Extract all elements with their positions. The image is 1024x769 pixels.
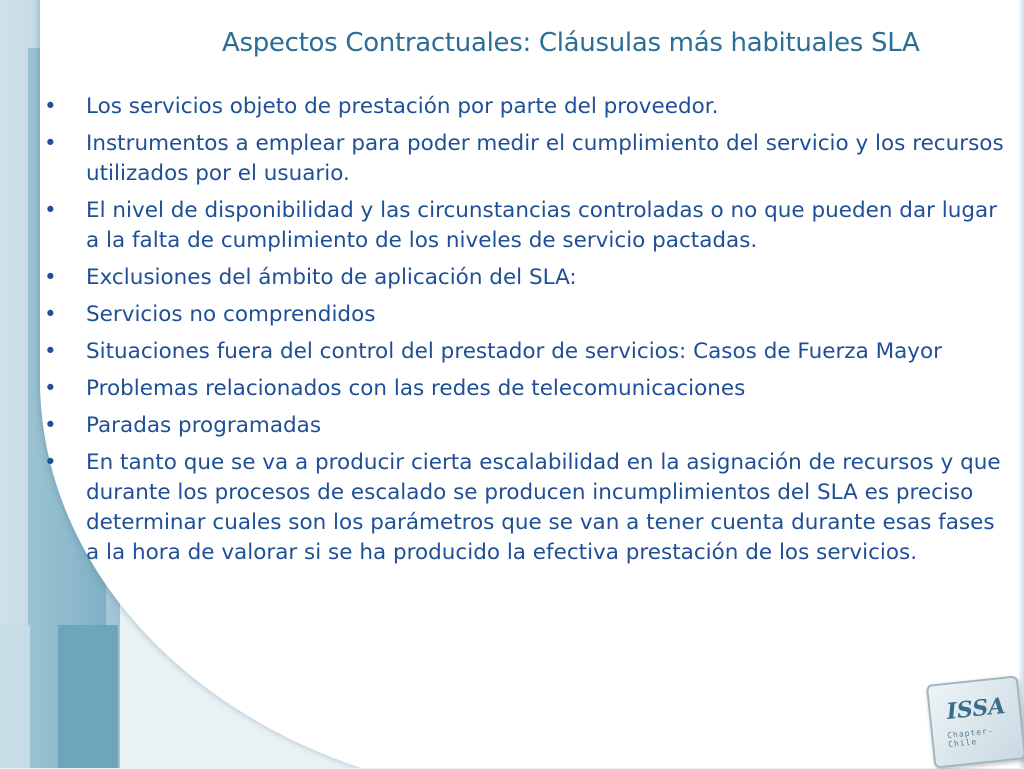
bullet-item [44, 92, 1004, 122]
bullet-item [44, 411, 1004, 441]
bullet-marker: • [44, 376, 57, 401]
bullet-marker: • [44, 198, 57, 223]
slide-title: Aspectos Contractuales: Cláusulas más habituales SLA [222, 28, 920, 58]
bullet-text: Problemas relacionados con las redes de telecomunicaciones [86, 376, 746, 401]
bullet-marker: • [44, 413, 57, 438]
bullet-item [44, 129, 1004, 189]
bullet-text: Los servicios objeto de prestación por parte del proveedor. [86, 94, 719, 119]
bullet-list [44, 92, 1004, 575]
bullet-marker: • [44, 131, 57, 156]
bullet-item [44, 196, 1004, 256]
bullet-marker: • [44, 302, 57, 327]
bullet-marker: • [44, 450, 57, 475]
bullet-text: Situaciones fuera del control del prestador de servicios: Casos de Fuerza Mayor [86, 339, 943, 364]
logo-subtitle: Chapter-Chile [946, 726, 995, 750]
bullet-item [44, 300, 1004, 330]
bullet-item [44, 374, 1004, 404]
bullet-item [44, 337, 1004, 367]
bullet-item [44, 263, 1004, 293]
bullet-text: El nivel de disponibilidad y las circunstancias controladas o no que pueden dar lugar a la falta de cumplimiento de los niveles de servicio pactadas. [86, 198, 998, 253]
bullet-text: Instrumentos a emplear para poder medir el cumplimiento del servicio y los recursos utilizados por el usuario. [86, 131, 1004, 186]
bullet-marker: • [44, 339, 57, 364]
bullet-text: Servicios no comprendidos [86, 302, 376, 327]
bullet-text: Exclusiones del ámbito de aplicación del SLA: [86, 265, 577, 290]
bullet-item [44, 448, 1004, 568]
logo-name: ISSA [945, 692, 1007, 725]
bullet-text: Paradas programadas [86, 413, 322, 438]
issa-logo [926, 675, 1024, 768]
logo-card [926, 675, 1024, 768]
right-edge-decor [1018, 0, 1024, 768]
bullet-marker: • [44, 94, 57, 119]
bullet-text: En tanto que se va a producir cierta escalabilidad en la asignación de recursos y que durante los procesos de escalado se producen incumplimientos del SLA es preciso determinar cuales son los parámetros que se van a tener cuenta durante esas fases a la hora de valorar si se ha producido la efectiva prestación de los servicios. [86, 450, 1001, 565]
bullet-marker: • [44, 265, 57, 290]
